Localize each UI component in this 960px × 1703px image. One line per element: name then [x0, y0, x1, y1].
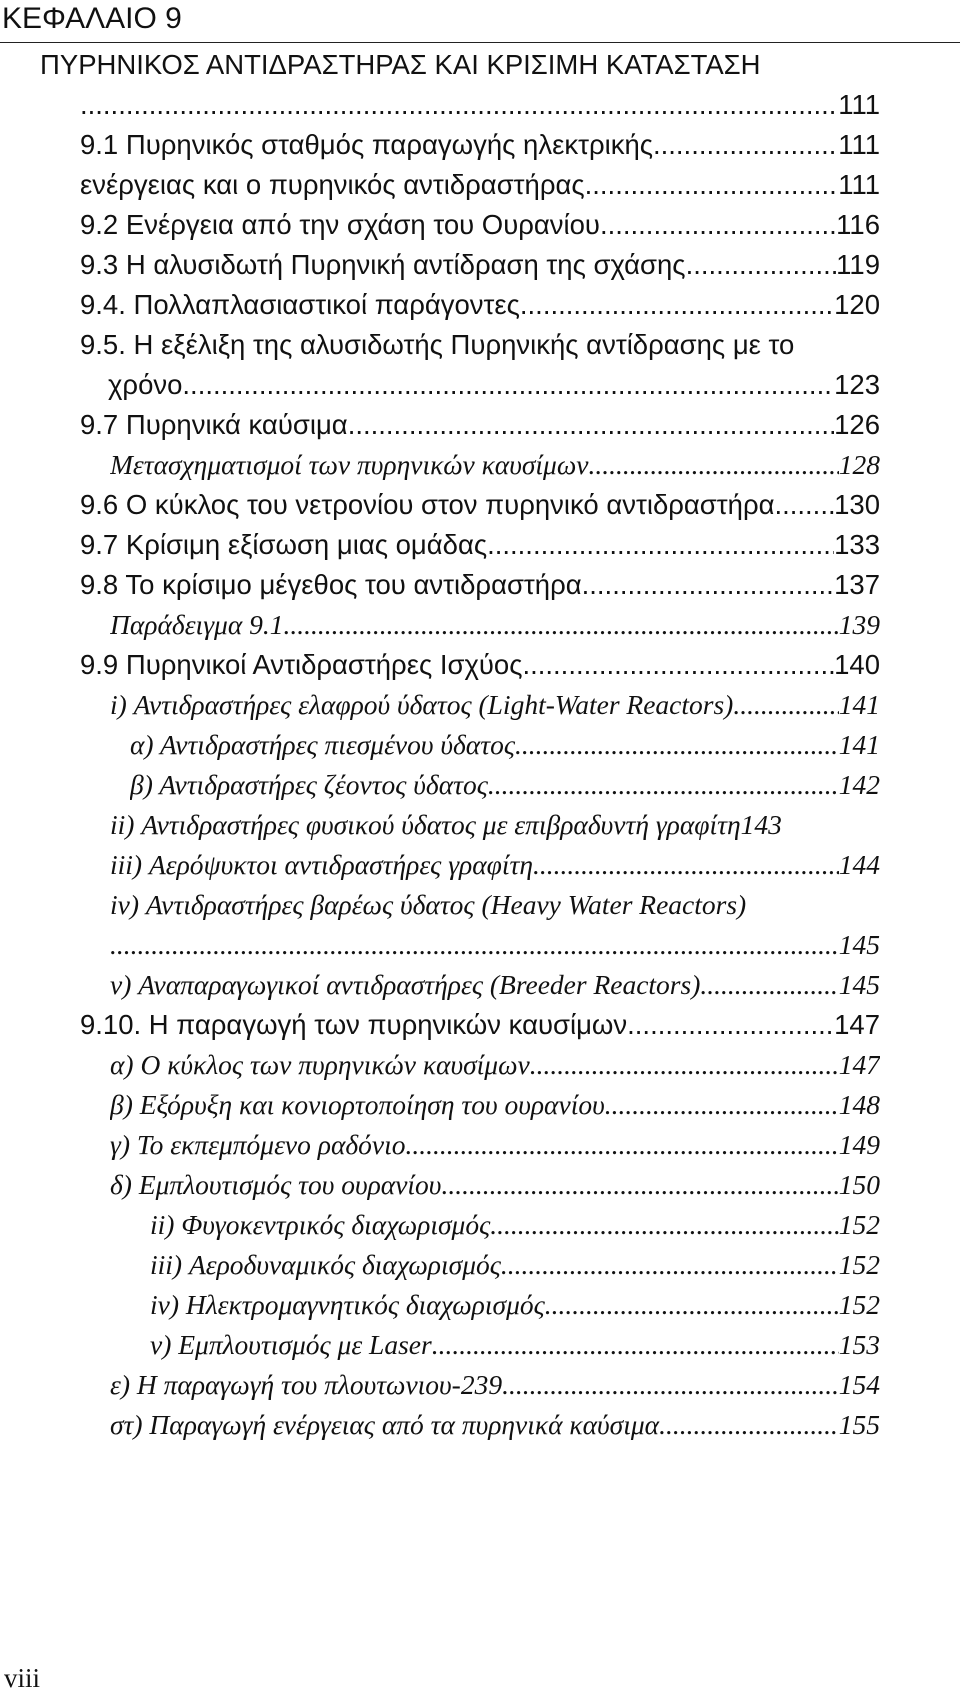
toc-entry[interactable]	[110, 845, 880, 885]
toc-leader-dots	[348, 405, 834, 445]
toc-entry-text: 9.5. Η εξέλιξη της αλυσιδωτής Πυρηνικής αντίδρασης με το	[80, 329, 795, 360]
toc-leader-dots	[522, 645, 834, 685]
toc-page-number: 154	[838, 1369, 880, 1400]
toc-leader-dots	[490, 1205, 838, 1245]
toc-entry-text: 9.10. Η παραγωγή των πυρηνικών καυσίμων	[80, 1009, 628, 1040]
toc-entry-text: ε) Η παραγωγή του πλουτωνιου-239	[110, 1369, 503, 1400]
toc-entry[interactable]	[110, 1045, 880, 1085]
toc-leader-dots	[290, 605, 838, 645]
toc-entry-text: ii) Φυγοκεντρικός διαχωρισμός	[150, 1209, 491, 1240]
toc-leader-dots	[80, 85, 838, 125]
toc-entry[interactable]	[80, 1005, 880, 1045]
toc-leader-dots	[700, 965, 838, 1005]
toc-entry-text: 9.9 Πυρηνικοί Αντιδραστήρες Ισχύος	[80, 649, 523, 680]
toc-page-number: 145	[838, 929, 880, 960]
toc-entry-text: 9.2 Ενέργεια από την σχάση του Ουρανίου	[80, 209, 600, 240]
toc-page-number: 150	[838, 1169, 880, 1200]
chapter-header	[0, 0, 960, 43]
toc-entry[interactable]	[130, 725, 880, 765]
toc-leader-dots	[488, 765, 839, 805]
toc-heading	[40, 45, 932, 85]
toc-entry[interactable]	[110, 925, 880, 965]
toc-page-number: 152	[838, 1289, 880, 1320]
toc-entry[interactable]	[80, 205, 880, 245]
toc-entry[interactable]	[80, 525, 880, 565]
toc-entry[interactable]	[110, 445, 880, 485]
toc-entry[interactable]	[80, 245, 880, 285]
toc-leader-dots	[528, 285, 835, 325]
toc-page-number: 120	[834, 289, 880, 320]
toc-page-number: 133	[834, 529, 880, 560]
toc-entry-text: δ) Εμπλουτισμός του ουρανίου	[110, 1169, 442, 1200]
toc-page-number: 152	[838, 1209, 880, 1240]
toc-entry[interactable]	[80, 645, 880, 685]
toc-entry-text: 9.4. Πολλαπλασιαστικοί παράγοντες.	[80, 289, 528, 320]
toc-page-number: 152	[838, 1249, 880, 1280]
toc-entry[interactable]	[110, 805, 880, 845]
toc-page-number: 111	[838, 129, 880, 160]
toc-page-number: 126	[834, 409, 880, 440]
toc-page-number: 116	[836, 209, 880, 240]
toc-page-number: 143	[740, 809, 782, 840]
toc-entry[interactable]	[110, 1085, 880, 1125]
toc-leader-dots	[582, 565, 834, 605]
toc-leader-dots	[487, 525, 834, 565]
toc-leader-dots	[502, 1365, 839, 1405]
toc-leader-dots	[110, 925, 839, 965]
toc-leader-dots	[595, 445, 838, 485]
toc-leader-dots	[774, 485, 834, 525]
toc-entry-text: α) Ο κύκλος των πυρηνικών καυσίμων	[110, 1049, 530, 1080]
toc-entry[interactable]	[150, 1325, 880, 1365]
toc-entry[interactable]	[150, 1245, 880, 1285]
toc-entry-text: Παράδειγμα 9.1.	[110, 609, 291, 640]
toc-leader-dots	[432, 1325, 839, 1365]
toc-entry-text: β) Εξόρυξη και κονιορτοποίηση του ουρανίου	[110, 1089, 605, 1120]
toc-entry-text: 9.7 Κρίσιμη εξίσωση μιας ομάδας	[80, 529, 488, 560]
toc-entry-text: i) Αντιδραστήρες ελαφρού ύδατος (Light-Water Reactors)	[110, 689, 734, 720]
toc-page-number: 149	[838, 1129, 880, 1160]
toc-leader-dots	[600, 205, 836, 245]
toc-leader-dots	[533, 845, 839, 885]
toc-page-number: 145	[838, 969, 880, 1000]
toc-entry[interactable]	[110, 1125, 880, 1165]
toc-entry-text: v) Αναπαραγωγικοί αντιδραστήρες (Breeder Reactors)	[110, 969, 701, 1000]
toc-leader-dots	[182, 365, 834, 405]
toc-entry[interactable]	[110, 885, 890, 925]
toc-leader-dots	[733, 685, 838, 725]
toc-entry[interactable]	[80, 285, 880, 325]
toc-leader-dots	[686, 245, 837, 285]
toc-page-number: 111	[838, 169, 880, 200]
toc-entry-text: Μετασχηματισμοί των πυρηνικών καυσίμων.	[110, 449, 596, 480]
toc-page-number: 140	[834, 649, 880, 680]
toc-page-number: 130	[834, 489, 880, 520]
toc-page-number: 155	[838, 1409, 880, 1440]
toc-entry[interactable]	[80, 405, 880, 445]
toc-entry[interactable]	[80, 85, 880, 125]
toc-entry[interactable]	[80, 485, 880, 525]
toc-page-number: 147	[838, 1049, 880, 1080]
toc-page-number: 139	[838, 609, 880, 640]
toc-leader-dots	[627, 1005, 834, 1045]
toc-page-number: 141	[838, 729, 880, 760]
toc-entry-text: α) Αντιδραστήρες πιεσμένου ύδατος.	[130, 729, 522, 760]
toc-entry-text: v) Εμπλουτισμός με Laser	[150, 1329, 432, 1360]
toc-entry[interactable]	[110, 1405, 880, 1445]
toc-leader-dots	[501, 1245, 839, 1285]
toc-page-number: 137	[834, 569, 880, 600]
toc-leader-dots	[585, 165, 839, 205]
toc-entry-text: στ) Παραγωγή ενέργειας από τα πυρηνικά καύσιμα	[110, 1409, 660, 1440]
page-number: viii	[4, 1663, 41, 1693]
toc-entry[interactable]	[150, 1205, 880, 1245]
toc-entry[interactable]	[80, 325, 890, 365]
toc-page-number: 153	[838, 1329, 880, 1360]
toc-entry-text: iii) Αεροδυναμικός διαχωρισμός	[150, 1249, 501, 1280]
toc-entry-text: iv) Αντιδραστήρες βαρέως ύδατος (Heavy Water Reactors)	[110, 889, 747, 920]
toc-entry[interactable]	[110, 1165, 880, 1205]
toc-entry-text: ενέργειας και ο πυρηνικός αντιδραστήρας	[80, 169, 585, 200]
toc-page-number: 147	[834, 1009, 880, 1040]
toc-page-number: 128	[838, 449, 880, 480]
toc-page-number: 142	[838, 769, 880, 800]
toc-entry-text: ii) Αντιδραστήρες φυσικού ύδατος με επιβραδυντή γραφίτη	[110, 809, 741, 840]
chapter-title: ΚΕΦΑΛΑΙΟ 9	[2, 2, 182, 35]
toc-leader-dots	[441, 1165, 838, 1205]
toc-leader-dots	[545, 1285, 839, 1325]
toc-page-number: 123	[834, 369, 880, 400]
toc-page-number: 144	[838, 849, 880, 880]
toc-leader-dots	[659, 1405, 839, 1445]
toc-entry-text: 9.1 Πυρηνικός σταθμός παραγωγής ηλεκτρικής	[80, 129, 653, 160]
toc-entry[interactable]	[130, 765, 880, 805]
toc-leader-dots	[530, 1045, 839, 1085]
toc-entry[interactable]	[108, 365, 880, 405]
toc-page-number: 111	[838, 89, 880, 120]
toc-entry-text: iv) Ηλεκτρομαγνητικός διαχωρισμός	[150, 1289, 545, 1320]
toc-entry-text: β) Αντιδραστήρες ζέοντος ύδατος	[130, 769, 488, 800]
toc-entry[interactable]	[110, 685, 880, 725]
toc-leader-dots	[605, 1085, 839, 1125]
toc-page-number: 148	[838, 1089, 880, 1120]
toc-leader-dots	[653, 125, 838, 165]
toc-entry-text: χρόνο	[108, 369, 183, 400]
toc-entry[interactable]	[150, 1285, 880, 1325]
toc-page-number: 119	[836, 249, 880, 280]
toc-entry-text: 9.3 Η αλυσιδωτή Πυρηνική αντίδραση της σχάσης	[80, 249, 686, 280]
toc-entry[interactable]	[110, 965, 880, 1005]
toc-entry-text: γ) Το εκπεμπόμενο ραδόνιο	[110, 1129, 406, 1160]
toc-entry[interactable]	[80, 125, 880, 165]
toc-entry-text: iii) Αερόψυκτοι αντιδραστήρες γραφίτη	[110, 849, 534, 880]
toc-entry-text: ΠΥΡΗΝΙΚΟΣ ΑΝΤΙΔΡΑΣΤΗΡΑΣ ΚΑΙ ΚΡΙΣΙΜΗ ΚΑΤΑΣΤΑΣΗ	[40, 49, 761, 80]
toc-entry[interactable]	[110, 1365, 880, 1405]
toc-entry[interactable]	[80, 165, 880, 205]
toc-entry[interactable]	[80, 565, 880, 605]
toc-leader-dots	[406, 1125, 839, 1165]
toc-page-number: 141	[838, 689, 880, 720]
toc-leader-dots	[522, 725, 839, 765]
toc-entry-text: 9.7 Πυρηνικά καύσιμα	[80, 409, 348, 440]
toc-entry-text: 9.8 Το κρίσιμο μέγεθος του αντιδραστήρα	[80, 569, 582, 600]
toc-entry[interactable]	[110, 605, 880, 645]
toc-entry-text: 9.6 Ο κύκλος του νετρονίου στον πυρηνικό αντιδραστήρα	[80, 489, 775, 520]
